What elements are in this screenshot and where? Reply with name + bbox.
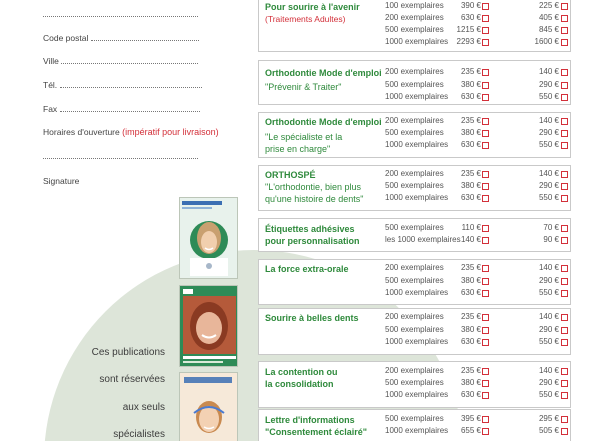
price-reduced: 140 € xyxy=(538,169,559,178)
quantity-label: 200 exemplaires xyxy=(385,13,444,22)
form-top-line xyxy=(43,9,198,19)
brochure-thumbnail-smile xyxy=(179,197,238,279)
checkbox-reduced[interactable] xyxy=(561,69,568,76)
price-reduced: 1600 € xyxy=(534,37,559,46)
price-standard: 655 € xyxy=(460,426,481,435)
product-box xyxy=(258,308,571,355)
quantity-label: 200 exemplaires xyxy=(385,169,444,178)
price-reduced: 295 € xyxy=(538,414,559,423)
product-box xyxy=(258,361,571,408)
city-field[interactable] xyxy=(43,56,198,66)
price-standard: 235 € xyxy=(460,67,481,76)
quantity-label: 1000 exemplaires xyxy=(385,92,449,101)
price-reduced: 290 € xyxy=(538,378,559,387)
product-box xyxy=(258,218,571,252)
price-row xyxy=(259,140,572,152)
price-row xyxy=(259,426,572,438)
price-standard: 630 € xyxy=(460,288,481,297)
product-box xyxy=(258,409,571,441)
price-standard: 235 € xyxy=(460,366,481,375)
checkbox-reduced[interactable] xyxy=(561,368,568,375)
quantity-label: 1000 exemplaires xyxy=(385,37,449,46)
product-subtitle: "Prévenir & Traiter" xyxy=(265,82,342,92)
product-title: Sourire à belles dents xyxy=(265,313,359,323)
checkbox-standard[interactable] xyxy=(482,69,489,76)
quantity-label: 1000 exemplaires xyxy=(385,426,449,435)
checkbox-reduced[interactable] xyxy=(561,339,568,346)
product-title: La contention ou xyxy=(265,367,338,377)
quantity-label: 1000 exemplaires xyxy=(385,193,449,202)
checkbox-standard[interactable] xyxy=(482,290,489,297)
checkbox-standard[interactable] xyxy=(482,171,489,178)
checkbox-reduced[interactable] xyxy=(561,380,568,387)
price-standard: 390 € xyxy=(460,1,481,10)
checkbox-standard[interactable] xyxy=(482,225,489,232)
checkbox-reduced[interactable] xyxy=(561,39,568,46)
price-row xyxy=(259,337,572,349)
hours-field[interactable] xyxy=(43,127,219,137)
quantity-label: 200 exemplaires xyxy=(385,312,444,321)
side-text-line-3: aux seuls xyxy=(122,402,165,413)
side-text-line-2: sont réservées xyxy=(99,374,165,385)
checkbox-standard[interactable] xyxy=(482,195,489,202)
product-title: pour personnalisation xyxy=(265,236,360,246)
price-standard: 235 € xyxy=(460,169,481,178)
price-row xyxy=(259,414,572,426)
checkbox-reduced[interactable] xyxy=(561,225,568,232)
product-title: Pour sourire à l'avenir xyxy=(265,2,360,12)
product-title: Étiquettes adhésives xyxy=(265,224,355,234)
checkbox-standard[interactable] xyxy=(482,183,489,190)
checkbox-reduced[interactable] xyxy=(561,314,568,321)
price-standard: 380 € xyxy=(460,276,481,285)
price-reduced: 290 € xyxy=(538,128,559,137)
price-row xyxy=(259,1,572,13)
price-standard: 380 € xyxy=(460,80,481,89)
checkbox-standard[interactable] xyxy=(482,237,489,244)
price-row xyxy=(259,13,572,25)
price-row xyxy=(259,67,572,79)
price-row xyxy=(259,37,572,49)
price-reduced: 550 € xyxy=(538,337,559,346)
price-row xyxy=(259,128,572,140)
price-row xyxy=(259,288,572,300)
checkbox-standard[interactable] xyxy=(482,278,489,285)
side-text-line-4: spécialistes xyxy=(113,429,165,440)
checkbox-reduced[interactable] xyxy=(561,15,568,22)
phone-field[interactable] xyxy=(43,80,202,90)
checkbox-standard[interactable] xyxy=(482,392,489,399)
product-title: Orthodontie Mode d'emploi xyxy=(265,68,382,78)
checkbox-reduced[interactable] xyxy=(561,183,568,190)
price-reduced: 550 € xyxy=(538,288,559,297)
price-reduced: 140 € xyxy=(538,312,559,321)
price-row xyxy=(259,390,572,402)
checkbox-reduced[interactable] xyxy=(561,130,568,137)
price-standard: 235 € xyxy=(460,312,481,321)
price-reduced: 140 € xyxy=(538,366,559,375)
quantity-label: 200 exemplaires xyxy=(385,67,444,76)
price-row xyxy=(259,169,572,181)
quantity-label: 1000 exemplaires xyxy=(385,337,449,346)
price-row xyxy=(259,92,572,104)
hours-required-note: (impératif pour livraison) xyxy=(122,127,219,137)
price-standard: 1215 € xyxy=(456,25,481,34)
price-standard: 630 € xyxy=(460,193,481,202)
checkbox-reduced[interactable] xyxy=(561,118,568,125)
price-standard: 630 € xyxy=(460,390,481,399)
price-standard: 2293 € xyxy=(456,37,481,46)
checkbox-standard[interactable] xyxy=(482,339,489,346)
checkbox-reduced[interactable] xyxy=(561,27,568,34)
price-standard: 235 € xyxy=(460,263,481,272)
quantity-label: 500 exemplaires xyxy=(385,128,444,137)
price-row xyxy=(259,263,572,275)
price-row xyxy=(259,193,572,205)
product-box xyxy=(258,259,571,305)
quantity-label: 500 exemplaires xyxy=(385,325,444,334)
product-title: la consolidation xyxy=(265,379,334,389)
price-standard: 380 € xyxy=(460,325,481,334)
checkbox-standard[interactable] xyxy=(482,3,489,10)
product-box xyxy=(258,112,571,158)
product-title: "Consentement éclairé" xyxy=(265,427,368,437)
quantity-label: 500 exemplaires xyxy=(385,223,444,232)
checkbox-reduced[interactable] xyxy=(561,327,568,334)
price-reduced: 550 € xyxy=(538,390,559,399)
price-row xyxy=(259,312,572,324)
price-row xyxy=(259,116,572,128)
price-standard: 110 € xyxy=(461,223,481,232)
price-standard: 380 € xyxy=(460,128,481,137)
quantity-label: 100 exemplaires xyxy=(385,1,444,10)
quantity-label: 500 exemplaires xyxy=(385,276,444,285)
checkbox-standard[interactable] xyxy=(482,327,489,334)
checkbox-reduced[interactable] xyxy=(561,94,568,101)
quantity-label: 500 exemplaires xyxy=(385,378,444,387)
price-row xyxy=(259,80,572,92)
fax-label: Fax xyxy=(43,104,58,114)
side-text-line-1: Ces publications xyxy=(91,347,165,358)
product-subtitle: (Traitements Adultes) xyxy=(265,14,346,24)
quantity-label: les 1000 exemplaires xyxy=(385,235,461,244)
price-standard: 140 € xyxy=(460,235,481,244)
quantity-label: 500 exemplaires xyxy=(385,414,444,423)
quantity-label: 500 exemplaires xyxy=(385,80,444,89)
checkbox-reduced[interactable] xyxy=(561,237,568,244)
product-box xyxy=(258,0,571,52)
price-standard: 630 € xyxy=(460,92,481,101)
product-subtitle: "L'orthodontie, bien plus xyxy=(265,182,361,192)
price-row xyxy=(259,223,572,235)
checkbox-standard[interactable] xyxy=(482,314,489,321)
price-standard: 630 € xyxy=(460,337,481,346)
price-row xyxy=(259,181,572,193)
checkbox-standard[interactable] xyxy=(482,380,489,387)
price-row xyxy=(259,25,572,37)
product-subtitle: "Le spécialiste et la xyxy=(265,132,343,142)
quantity-label: 500 exemplaires xyxy=(385,25,444,34)
price-reduced: 290 € xyxy=(538,80,559,89)
product-subtitle: qu'une histoire de dents" xyxy=(265,194,364,204)
checkbox-reduced[interactable] xyxy=(561,278,568,285)
price-reduced: 140 € xyxy=(538,116,559,125)
product-subtitle: prise en charge" xyxy=(265,144,331,154)
price-standard: 380 € xyxy=(460,378,481,387)
product-title: La force extra-orale xyxy=(265,264,349,274)
price-reduced: 290 € xyxy=(538,325,559,334)
price-reduced: 90 € xyxy=(543,235,559,244)
checkbox-reduced[interactable] xyxy=(561,428,568,435)
checkbox-standard[interactable] xyxy=(482,94,489,101)
phone-label: Tél. xyxy=(43,80,58,90)
price-row xyxy=(259,366,572,378)
hours-label: Horaires d'ouverture xyxy=(43,127,120,137)
price-reduced: 550 € xyxy=(538,140,559,149)
product-box xyxy=(258,165,571,211)
checkbox-standard[interactable] xyxy=(482,142,489,149)
checkbox-reduced[interactable] xyxy=(561,142,568,149)
checkbox-reduced[interactable] xyxy=(561,392,568,399)
quantity-label: 1000 exemplaires xyxy=(385,288,449,297)
checkbox-standard[interactable] xyxy=(482,428,489,435)
checkbox-standard[interactable] xyxy=(482,368,489,375)
price-standard: 395 € xyxy=(460,414,481,423)
price-reduced: 140 € xyxy=(538,67,559,76)
checkbox-reduced[interactable] xyxy=(561,416,568,423)
checkbox-reduced[interactable] xyxy=(561,171,568,178)
price-reduced: 70 € xyxy=(543,223,559,232)
price-reduced: 225 € xyxy=(538,1,559,10)
price-row xyxy=(259,325,572,337)
product-box xyxy=(258,60,571,105)
price-row xyxy=(259,235,572,247)
checkbox-standard[interactable] xyxy=(482,265,489,272)
checkbox-standard[interactable] xyxy=(482,27,489,34)
postal-field[interactable] xyxy=(43,33,199,43)
price-standard: 235 € xyxy=(460,116,481,125)
quantity-label: 1000 exemplaires xyxy=(385,140,449,149)
product-title: Orthodontie Mode d'emploi xyxy=(265,117,382,127)
checkbox-standard[interactable] xyxy=(482,416,489,423)
hours-line[interactable] xyxy=(43,151,198,161)
price-reduced: 845 € xyxy=(538,25,559,34)
signature-field[interactable] xyxy=(43,176,79,186)
price-standard: 630 € xyxy=(460,140,481,149)
quantity-label: 1000 exemplaires xyxy=(385,390,449,399)
price-standard: 380 € xyxy=(460,181,481,190)
quantity-label: 200 exemplaires xyxy=(385,366,444,375)
price-reduced: 405 € xyxy=(538,13,559,22)
quantity-label: 500 exemplaires xyxy=(385,181,444,190)
price-reduced: 290 € xyxy=(538,181,559,190)
price-standard: 630 € xyxy=(460,13,481,22)
checkbox-standard[interactable] xyxy=(482,82,489,89)
quantity-label: 200 exemplaires xyxy=(385,263,444,272)
price-reduced: 290 € xyxy=(538,276,559,285)
price-reduced: 140 € xyxy=(538,263,559,272)
product-title: ORTHOSPÉ xyxy=(265,170,316,180)
checkbox-reduced[interactable] xyxy=(561,265,568,272)
brochure-thumbnail-force xyxy=(179,372,238,441)
signature-label: Signature xyxy=(43,176,80,186)
price-reduced: 505 € xyxy=(538,426,559,435)
price-row xyxy=(259,276,572,288)
checkbox-reduced[interactable] xyxy=(561,3,568,10)
checkbox-reduced[interactable] xyxy=(561,82,568,89)
city-label: Ville xyxy=(43,56,59,66)
price-reduced: 550 € xyxy=(538,193,559,202)
fax-field[interactable] xyxy=(43,104,200,114)
checkbox-standard[interactable] xyxy=(482,39,489,46)
product-title: Lettre d'informations xyxy=(265,415,355,425)
price-reduced: 550 € xyxy=(538,92,559,101)
price-row xyxy=(259,378,572,390)
checkbox-reduced[interactable] xyxy=(561,290,568,297)
checkbox-standard[interactable] xyxy=(482,15,489,22)
checkbox-standard[interactable] xyxy=(482,130,489,137)
checkbox-standard[interactable] xyxy=(482,118,489,125)
brochure-thumbnail-adult xyxy=(179,285,238,367)
quantity-label: 200 exemplaires xyxy=(385,116,444,125)
checkbox-reduced[interactable] xyxy=(561,195,568,202)
postal-label: Code postal xyxy=(43,33,89,43)
